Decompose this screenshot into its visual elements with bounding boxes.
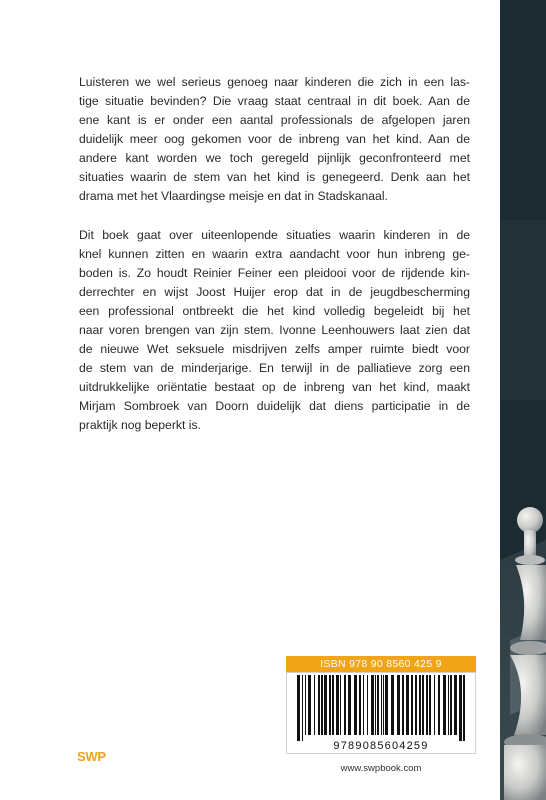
barcode-bar (426, 675, 428, 735)
barcode-bar (344, 675, 346, 735)
barcode-bar (308, 675, 311, 735)
barcode-bar (340, 675, 341, 735)
barcode-bar (450, 675, 452, 735)
barcode-bar (367, 675, 368, 735)
barcode-bar (402, 675, 404, 735)
barcode-bar (463, 675, 465, 741)
barcode-bar (329, 675, 331, 735)
barcode-bar (415, 675, 417, 735)
barcode-bar (419, 675, 421, 735)
barcode-bar (321, 675, 323, 735)
isbn-label: ISBN 978 90 8560 425 9 (286, 656, 476, 672)
text-line: praktijk nog beperkt is. (79, 418, 201, 432)
barcode-bar (391, 675, 394, 735)
publisher-logo: SWP (77, 749, 106, 764)
publisher-website: www.swpbook.com (340, 763, 422, 774)
barcode-bar (381, 675, 382, 735)
barcode-bar (383, 675, 384, 735)
barcode-bar (434, 675, 435, 735)
barcode (286, 672, 476, 754)
barcode-bar (397, 675, 400, 735)
barcode-bar (302, 675, 303, 741)
barcode-bar (438, 675, 440, 735)
barcode-bar (443, 675, 446, 735)
barcode-bar (305, 675, 306, 735)
barcode-bar (385, 675, 388, 735)
barcode-bar (318, 675, 320, 735)
barcode-bar (348, 675, 351, 735)
barcode-bar (459, 675, 462, 741)
barcode-bar (336, 675, 339, 735)
text-line: tige situatie bevinden? Die vraag staat centraal in dit boek. Aan de (79, 94, 470, 108)
barcode-bar (363, 675, 364, 735)
blurb-paragraph-2 (79, 226, 470, 435)
blurb-paragraph-1 (79, 73, 470, 206)
barcode-bar (297, 675, 300, 741)
barcode-bar (375, 675, 376, 735)
barcode-bar (314, 675, 315, 735)
barcode-bar (377, 675, 379, 735)
text-line: uitdrukkelijke oriëntatie bestaat op de inbreng van het kind, maakt (79, 380, 470, 394)
barcode-bar (454, 675, 457, 735)
chess-piece-image (500, 0, 546, 800)
barcode-bars (287, 675, 475, 741)
text-line: Mirjam Sombroek van Doorn duidelijk dat diens participatie in de (79, 399, 470, 413)
barcode-bar (359, 675, 361, 735)
barcode-bar (371, 675, 374, 735)
barcode-digits: 9789085604259 (333, 740, 429, 752)
text-line: ene kant is er onder een aantal professionals de afgelopen jaren (79, 113, 470, 127)
text-line: Luisteren we wel serieus genoeg naar kinderen die zich in een las- (79, 75, 470, 89)
barcode-bar (422, 675, 424, 735)
text-line: naar voren brengen van zijn stem. Ivonne Leenhouwers laat zien dat (79, 323, 470, 337)
barcode-bar (406, 675, 409, 735)
chess-photo-strip (500, 0, 546, 800)
text-line: boden is. Zo houdt Reinier Feiner een pleidooi voor de rijdende kin- (79, 266, 470, 280)
text-line: Dit boek gaat over uiteenlopende situaties waarin kinderen in de (79, 228, 470, 242)
text-line: een professional ontbreekt die het kind volledig begeleidt bij het (79, 304, 470, 318)
barcode-bar (354, 675, 357, 735)
barcode-bar (429, 675, 431, 735)
text-line: situaties waarin de stem van het kind is genegeerd. Denk aan het (79, 170, 470, 184)
text-line: andere kant worden we toch geregeld pijnlijk geconfronteerd met (79, 151, 470, 165)
text-line: knel kunnen zitten en waarin extra aandacht voor hun inbreng ge- (79, 247, 470, 261)
text-line: derrechter en wijst Joost Huijer erop dat in de jeugdbescherming (79, 285, 470, 299)
text-line: duidelijk meer oog gekomen voor de inbreng van het kind. Aan de (79, 132, 470, 146)
barcode-bar (332, 675, 334, 735)
barcode-bar (411, 675, 413, 735)
text-line: drama met het Vlaardingse meisje en dat in Stadskanaal. (79, 189, 388, 203)
text-line: de stem van de minderjarige. En terwijl in de palliatieve zorg een (79, 361, 470, 375)
barcode-bar (448, 675, 449, 735)
text-line: de nieuwe Wet seksuele misdrijven zelfs amper ruimte biedt voor (79, 342, 470, 356)
barcode-bar (324, 675, 327, 735)
